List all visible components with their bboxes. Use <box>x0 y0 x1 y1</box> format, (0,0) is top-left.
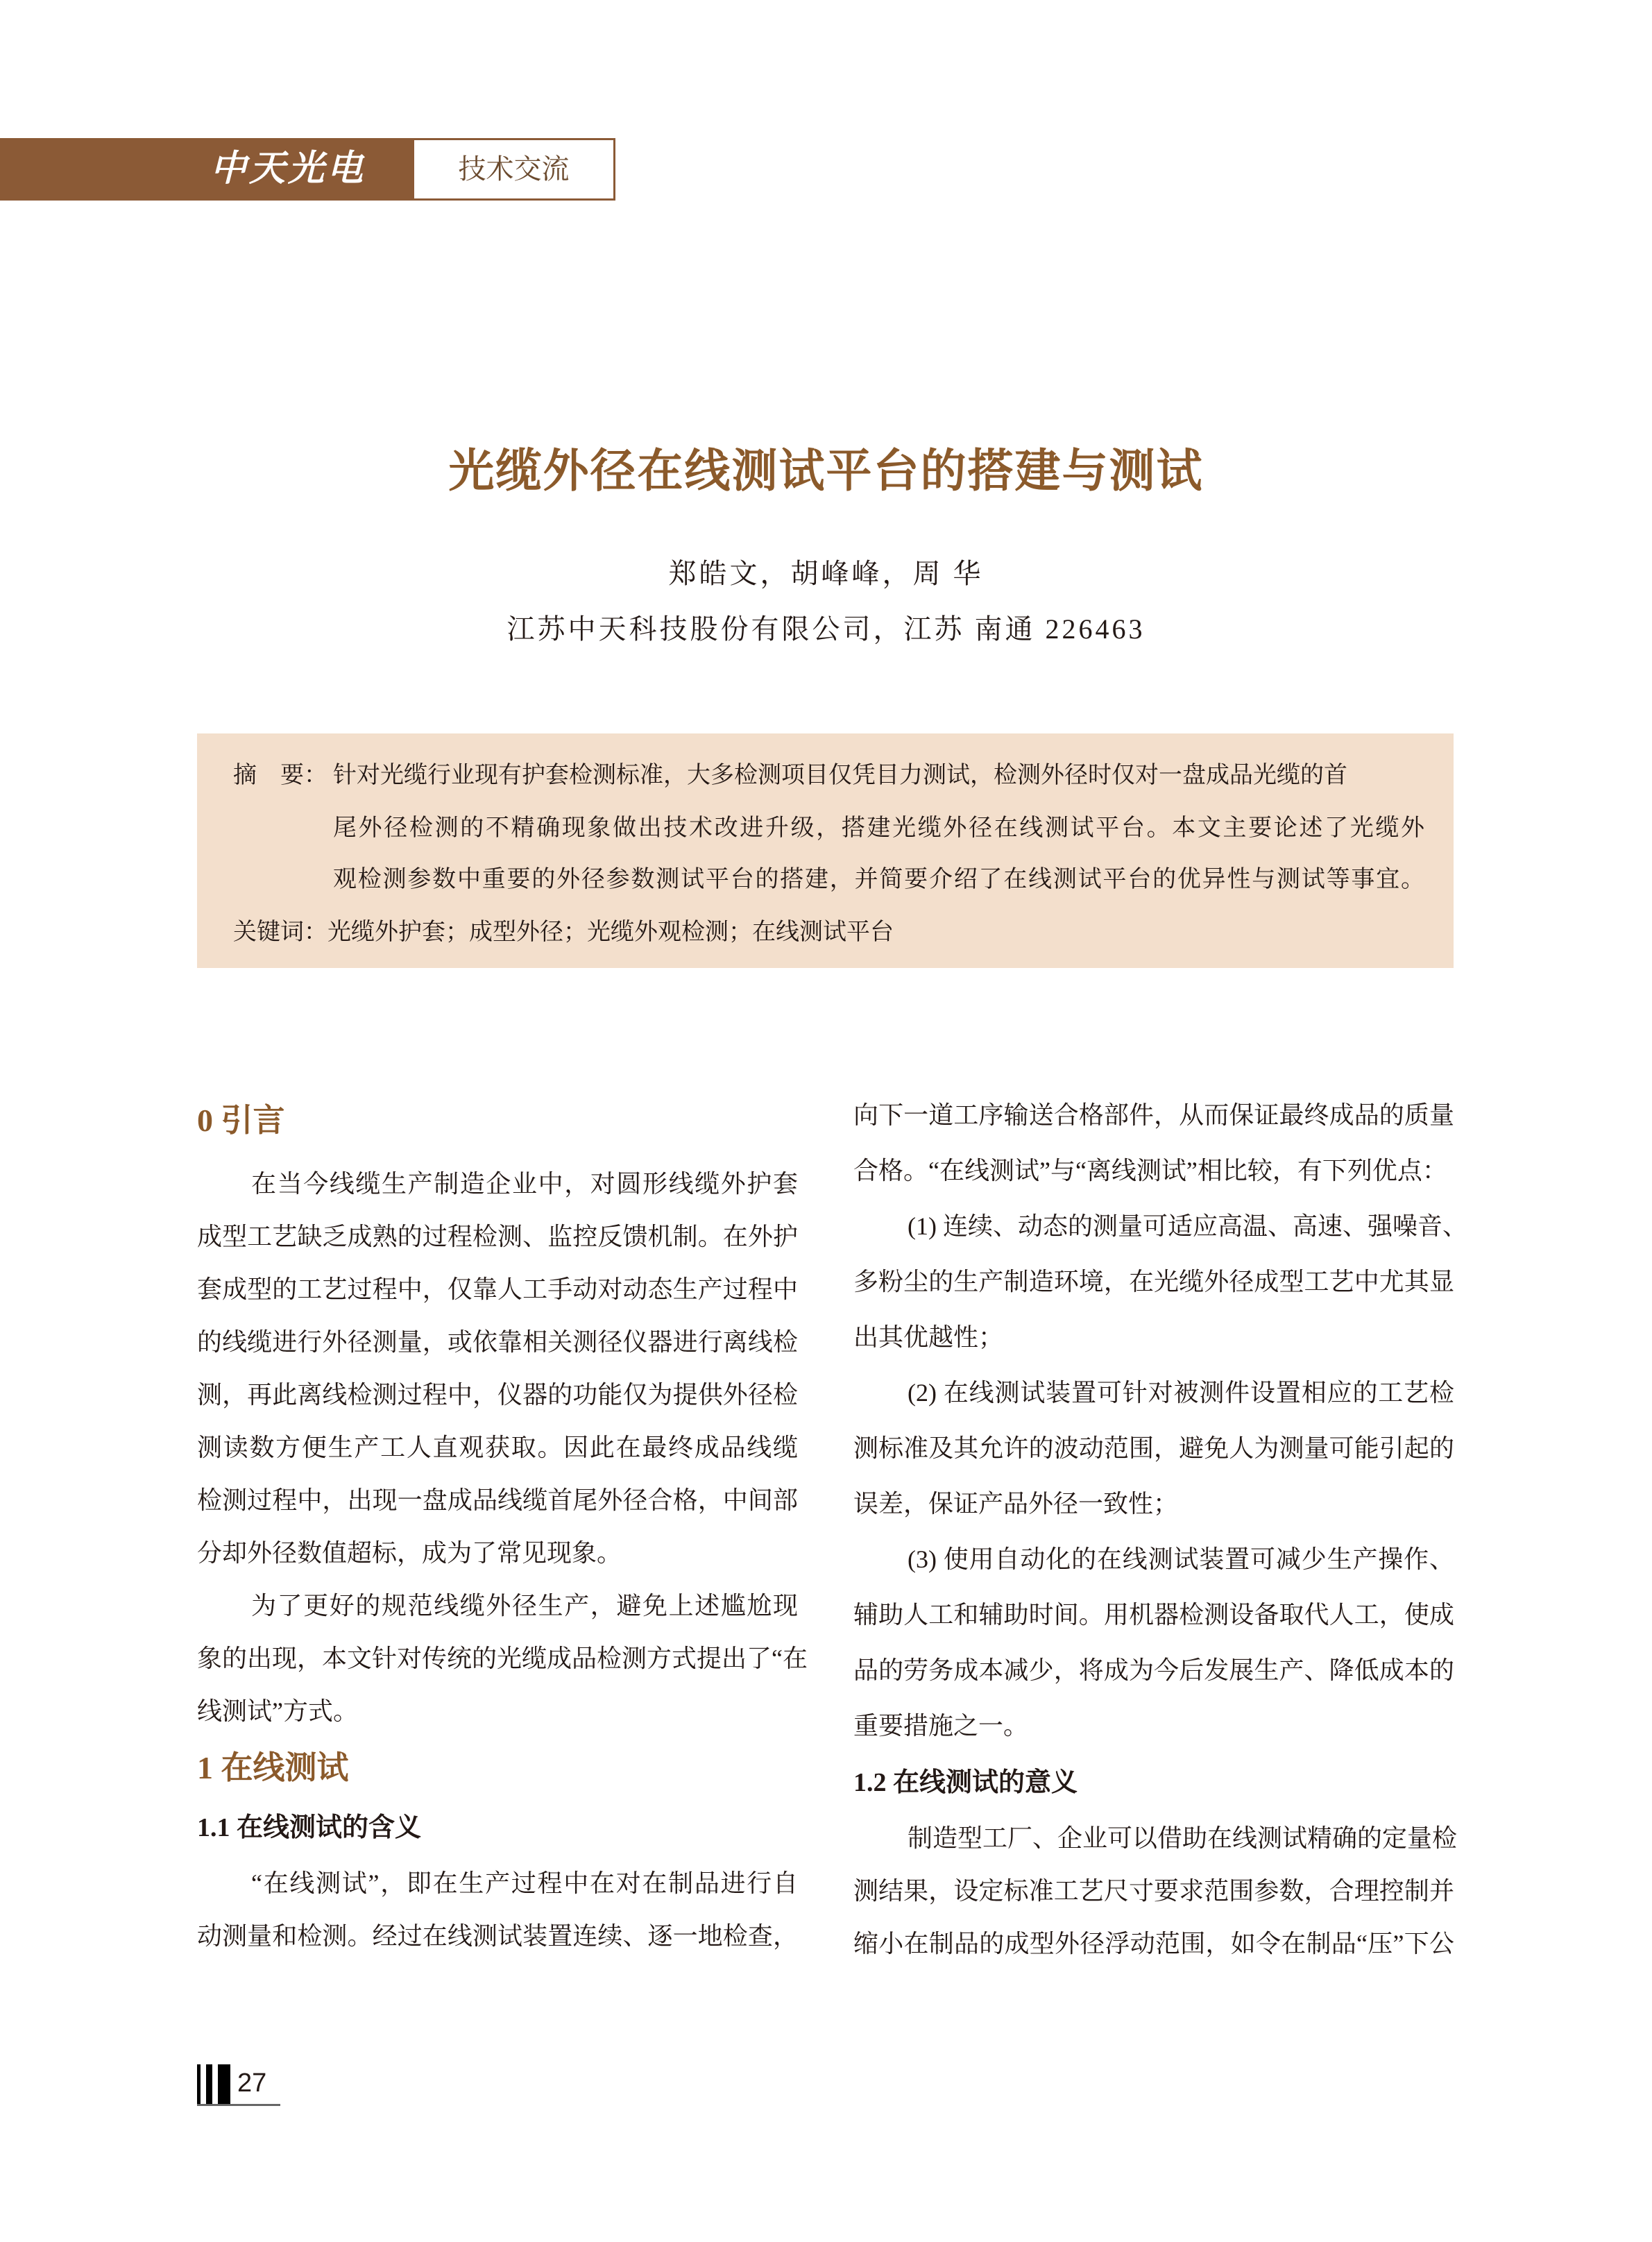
text-line: (1) 连续、动态的测量可适应高温、高速、强噪音、 <box>908 1212 1467 1240</box>
brand-logo: 中天光电 <box>210 149 366 189</box>
text-line: 象的出现，本文针对传统的光缆成品检测方式提出了“在 <box>197 1645 808 1672</box>
text-line: 测标准及其允许的波动范围，避免人为测量可能引起的 <box>853 1434 1454 1462</box>
text-line: “在线测试”，即在生产过程中在对在制品进行自 <box>251 1869 798 1897</box>
abstract-line <box>233 749 1424 801</box>
page-footer <box>197 2064 280 2106</box>
abstract-line: 尾外径检测的不精确现象做出技术改进升级，搭建光缆外径在线测试平台。本文主要论述了光缆外 <box>333 814 1424 842</box>
text-line: (3) 使用自动化的在线测试装置可减少生产操作、 <box>908 1545 1454 1573</box>
text-line: 动测量和检测。经过在线测试装置连续、逐一地检查， <box>197 1922 798 1950</box>
article-title: 光缆外径在线测试平台的搭建与测试 <box>448 446 1204 497</box>
text-line: 检测过程中，出现一盘成品线缆首尾外径合格，中间部 <box>197 1486 798 1514</box>
text-line: 重要措施之一。 <box>853 1712 1029 1740</box>
text-line: 出其优越性； <box>853 1323 1004 1351</box>
keywords-label: 关键词： <box>233 918 327 946</box>
section-heading-intro: 0 引言 <box>197 1103 285 1138</box>
left-column <box>197 1084 808 1962</box>
page-number: 27 <box>237 2069 267 2098</box>
text-line: 多粉尘的生产制造环境，在光缆外径成型工艺中尤其显 <box>853 1268 1454 1296</box>
article-affiliation: 江苏中天科技股份有限公司，江苏 南通 226463 <box>506 613 1146 645</box>
text-line: (2) 在线测试装置可针对被测件设置相应的工艺检 <box>908 1379 1454 1407</box>
text-line: 测读数方便生产工人直观获取。因此在最终成品线缆 <box>197 1434 798 1461</box>
section-heading-1: 1 在线测试 <box>197 1750 349 1785</box>
text-line: 分却外径数值超标，成为了常见现象。 <box>197 1539 622 1567</box>
text-line: 在当今线缆生产制造企业中，对圆形线缆外护套 <box>251 1170 798 1198</box>
abstract-label: 摘 要： <box>233 761 327 789</box>
text-line: 套成型的工艺过程中，仅靠人工手动对动态生产过程中 <box>197 1275 798 1303</box>
abstract-line: 观检测参数中重要的外径参数测试平台的搭建，并简要介绍了在线测试平台的优异性与测试等事宜。 <box>333 865 1424 893</box>
text-line: 成型工艺缺乏成熟的过程检测、监控反馈机制。在外护 <box>197 1223 798 1250</box>
subsection-heading-1-1: 1.1 在线测试的含义 <box>197 1813 422 1842</box>
text-line: 线测试”方式。 <box>197 1697 358 1725</box>
text-line: 测，再此离线检测过程中，仪器的功能仅为提供外径检 <box>197 1381 798 1409</box>
text-line: 为了更好的规范线缆外径生产，避免上述尴尬现 <box>251 1592 798 1620</box>
header-brand-bar <box>0 138 414 201</box>
footer-bar-decoration <box>206 2064 212 2104</box>
keywords-line <box>233 906 1424 958</box>
right-column <box>853 1087 1467 1970</box>
footer-bar-decoration <box>218 2064 230 2104</box>
text-line: 误差，保证产品外径一致性； <box>853 1490 1179 1518</box>
text-line: 合格。“在线测试”与“离线测试”相比较，有下列优点： <box>853 1157 1447 1184</box>
subsection-heading-1-2: 1.2 在线测试的意义 <box>853 1768 1078 1797</box>
text-line: 的线缆进行外径测量，或依靠相关测径仪器进行离线检 <box>197 1328 798 1356</box>
text-line: 缩小在制品的成型外径浮动范围，如令在制品“压”下公 <box>853 1930 1454 1957</box>
text-line: 测结果，设定标准工艺尺寸要求范围参数，合理控制并 <box>853 1877 1454 1905</box>
text-line: 品的劳务成本减少，将成为今后发展生产、降低成本的 <box>853 1656 1454 1684</box>
text-line: 向下一道工序输送合格部件，从而保证最终成品的质量 <box>853 1101 1454 1129</box>
abstract-text: 针对光缆行业现有护套检测标准，大多检测项目仅凭目力测试，检测外径时仅对一盘成品光缆的首 <box>333 761 1347 789</box>
text-line: 制造型工厂、企业可以借助在线测试精确的定量检 <box>908 1824 1458 1852</box>
section-label: 技术交流 <box>414 138 615 201</box>
article-authors: 郑皓文，胡峰峰，周 华 <box>668 558 984 589</box>
keywords-text: 光缆外护套；成型外径；光缆外观检测；在线测试平台 <box>327 918 894 946</box>
text-line: 辅助人工和辅助时间。用机器检测设备取代人工，使成 <box>853 1601 1454 1629</box>
abstract-box <box>197 733 1454 968</box>
footer-bar-decoration <box>197 2064 201 2104</box>
